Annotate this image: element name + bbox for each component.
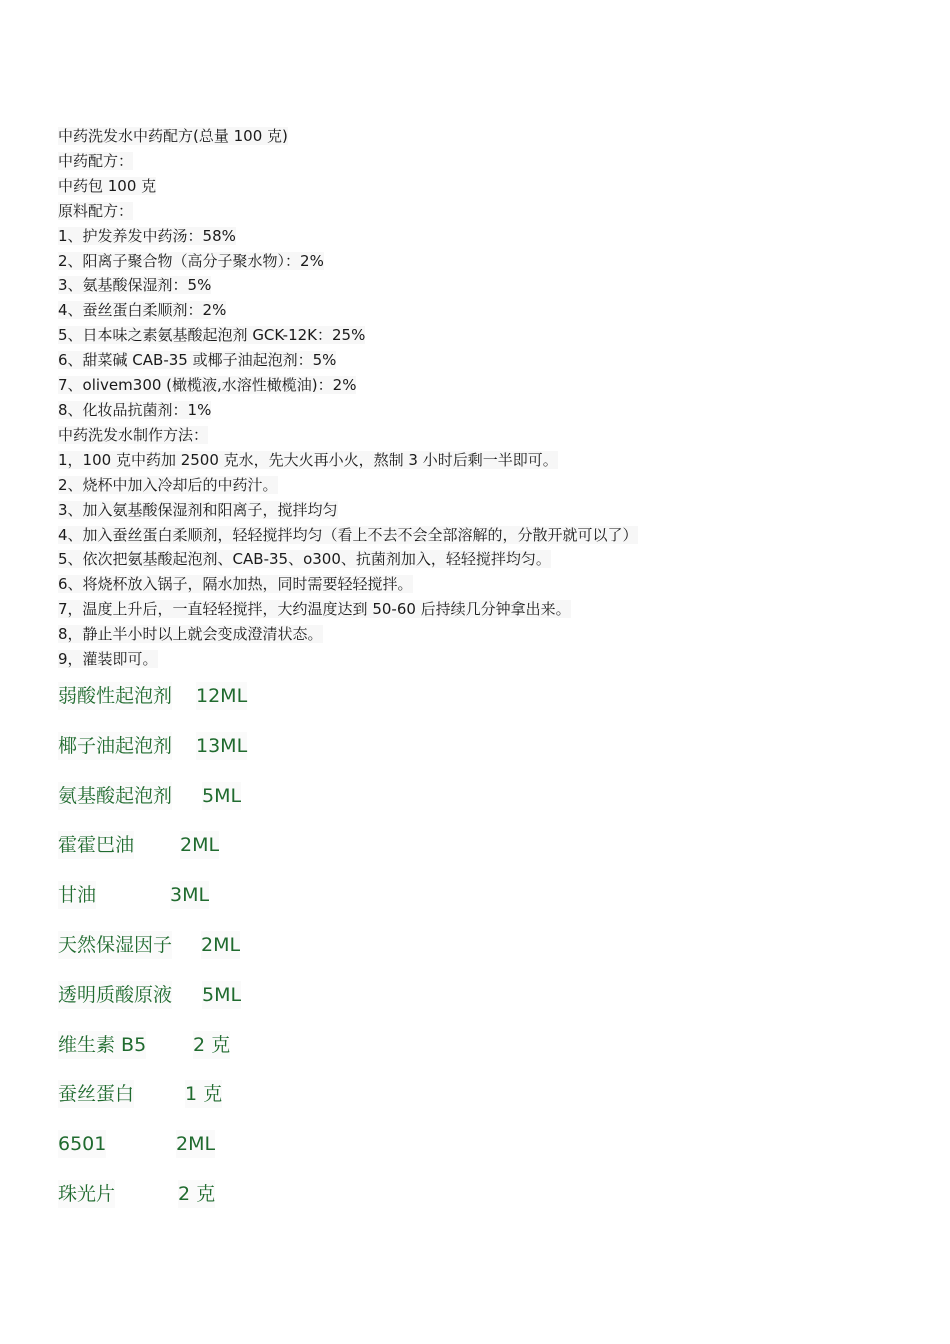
ingredient-amount: 2ML — [176, 1130, 215, 1158]
ingredient-row — [58, 1180, 918, 1230]
ingredient-name: 蚕丝蛋白 — [58, 1080, 134, 1108]
step-item: 2、烧杯中加入冷却后的中药汁。 — [58, 475, 278, 494]
list-item: 1、护发养发中药汤：58% — [58, 226, 236, 245]
list-item: 2、阳离子聚合物（高分子聚水物）：2% — [58, 251, 324, 270]
ingredient-amount: 2 克 — [193, 1031, 230, 1059]
step-item: 8，静止半小时以上就会变成澄清状态。 — [58, 625, 323, 644]
step-item: 9，灌装即可。 — [58, 650, 158, 669]
list-item: 3、氨基酸保湿剂：5% — [58, 276, 212, 295]
ingredient-amount: 3ML — [170, 881, 209, 909]
ingredient-row — [58, 1080, 918, 1130]
ingredient-row — [58, 881, 918, 931]
ingredient-amount: 2 克 — [178, 1180, 215, 1208]
step-item: 5、依次把氨基酸起泡剂、CAB-35、o300、抗菌剂加入，轻轻搅拌均匀。 — [58, 550, 551, 569]
list-item: 8、化妆品抗菌剂：1% — [58, 400, 212, 419]
ingredient-row — [58, 1031, 918, 1081]
ingredient-amount: 5ML — [202, 782, 241, 810]
ingredient-amount: 5ML — [202, 981, 241, 1009]
recipe-text — [58, 124, 918, 672]
ingredient-amount: 2ML — [180, 831, 219, 859]
ingredient-amount: 2ML — [201, 931, 240, 959]
ingredient-row — [58, 732, 918, 782]
section-heading-herbal: 中药配方： — [58, 151, 134, 170]
step-item: 3、加入氨基酸保湿剂和阳离子，搅拌均匀 — [58, 500, 338, 519]
ingredient-name: 珠光片 — [58, 1180, 115, 1208]
text-line: 中药包 100 克 — [58, 176, 157, 195]
step-item: 1，100 克中药加 2500 克水，先大火再小火，熬制 3 小时后剩一半即可。 — [58, 450, 558, 469]
ingredient-name: 霍霍巴油 — [58, 831, 134, 859]
ingredient-name: 透明质酸原液 — [58, 981, 172, 1009]
ingredient-amount: 12ML — [196, 682, 247, 710]
ingredient-name: 椰子油起泡剂 — [58, 732, 172, 760]
ingredient-list — [58, 682, 918, 1230]
ingredient-name: 甘油 — [58, 881, 96, 909]
document-title: 中药洗发水中药配方(总量 100 克) — [58, 127, 288, 145]
ingredient-row — [58, 931, 918, 981]
list-item: 4、蚕丝蛋白柔顺剂：2% — [58, 301, 227, 320]
section-heading-materials: 原料配方： — [58, 201, 134, 220]
ingredient-amount: 1 克 — [185, 1080, 222, 1108]
ingredient-row — [58, 1130, 918, 1180]
ingredient-row — [58, 981, 918, 1031]
list-item: 5、日本味之素氨基酸起泡剂 GCK-12K：25% — [58, 326, 366, 345]
ingredient-row — [58, 682, 918, 732]
ingredient-name: 弱酸性起泡剂 — [58, 682, 172, 710]
ingredient-name: 维生素 B5 — [58, 1031, 146, 1059]
document-page — [58, 124, 918, 1230]
list-item: 6、甜菜碱 CAB-35 或椰子油起泡剂：5% — [58, 351, 337, 370]
ingredient-name: 氨基酸起泡剂 — [58, 782, 172, 810]
step-item: 6、将烧杯放入锅子，隔水加热，同时需要轻轻搅拌。 — [58, 575, 413, 594]
step-item: 7，温度上升后，一直轻轻搅拌，大约温度达到 50-60 后持续几分钟拿出来。 — [58, 600, 571, 619]
ingredient-row — [58, 831, 918, 881]
ingredient-amount: 13ML — [196, 732, 247, 760]
ingredient-row — [58, 782, 918, 832]
section-heading-method: 中药洗发水制作方法： — [58, 425, 209, 444]
step-item: 4、加入蚕丝蛋白柔顺剂，轻轻搅拌均匀（看上不去不会全部溶解的，分散开就可以了） — [58, 525, 638, 544]
ingredient-name: 6501 — [58, 1130, 106, 1158]
ingredient-name: 天然保湿因子 — [58, 931, 172, 959]
list-item: 7、olivem300 (橄榄液,水溶性橄榄油)：2% — [58, 376, 357, 395]
